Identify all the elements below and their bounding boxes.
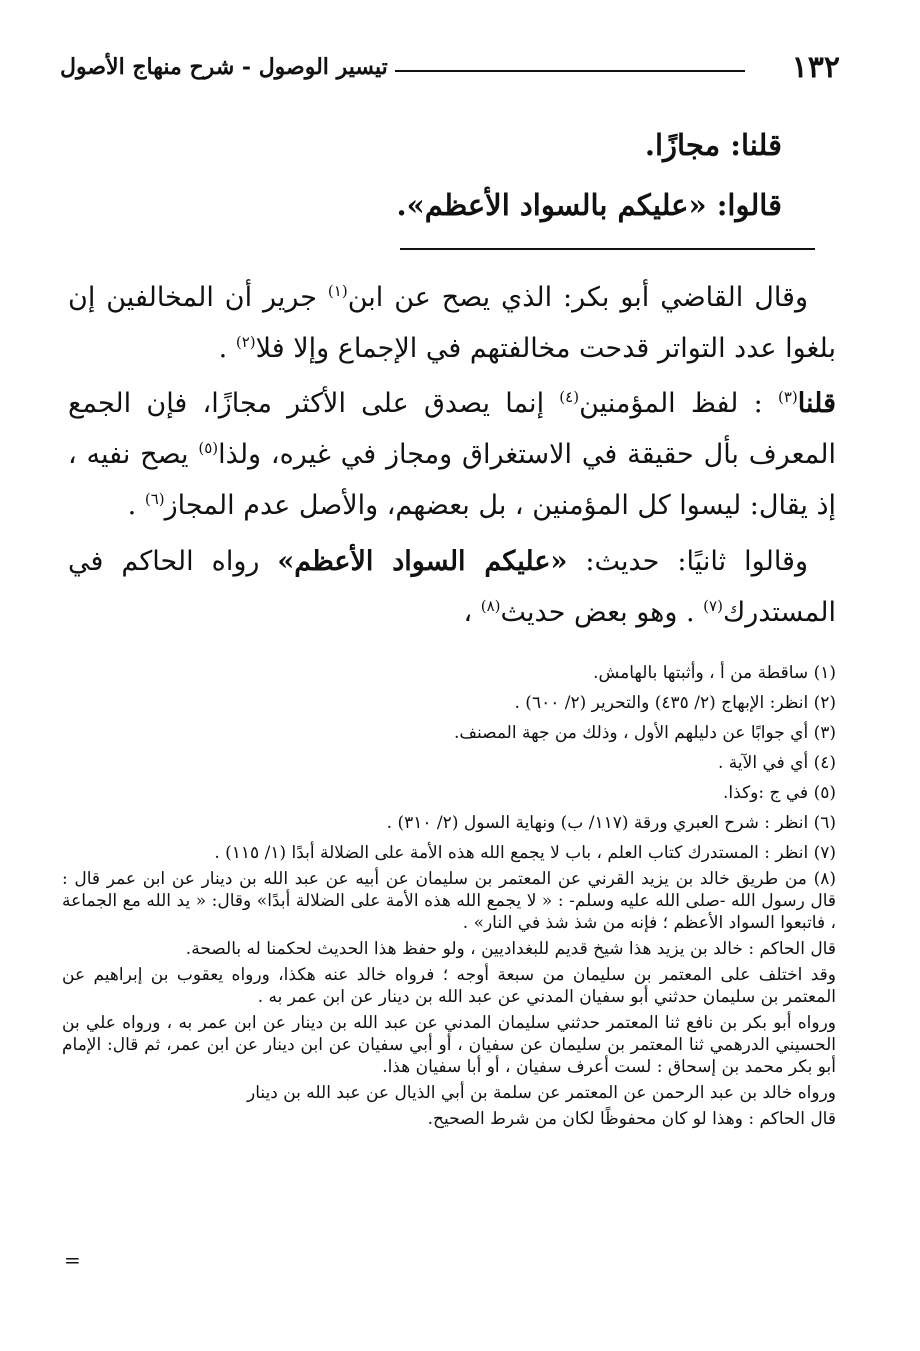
p1-text-a: وقال القاضي أبو بكر: الذي يصح عن ابن [347, 282, 808, 313]
footnote-ref-5[interactable]: (٥) [198, 439, 219, 457]
quote-line-2 [397, 188, 782, 222]
paragraph-2 [68, 378, 836, 531]
p3-text-c: . وهو بعض حديث [500, 597, 704, 628]
footnote-8-part-1: (٨) من طريق خالد بن يزيد القرني عن المعتمر بن سليمان عن أبيه عن عبد الله بن دينار عن ابن عمر قال : قال رسول الله -صلى الله عليه وسلم- : « لا يجمع الله هذه الأمة على الضلالة أبدًا» وقال: « يد الله مع الجماعة ، فاتبعوا السواد الأعظم ؛ فإنه من شذ شذ في النار» . [62, 869, 836, 933]
p2-text-a: قلنا [797, 388, 836, 419]
footnote-5: (٥) في ج :وكذا. [723, 783, 836, 803]
footnote-6: (٦) انظر : شرح العبري ورقة (١١٧/ ب) ونهاية السول (٢/ ٣١٠) . [386, 813, 836, 833]
p3-text-b: رواه الحاكم في المستدرك [68, 546, 836, 628]
footnote-8-part-4: ورواه أبو بكر بن نافع ثنا المعتمر حدثني سليمان المدني عن عبد الله بن دينار عن ابن عمر به ، ورواه علي بن الحسيني الدرهمي ثنا المعتمر بن سليمان عن سفيان ، أو أبي سفيان عن ابن دينار عن ابن عمر، ثم قال: الإمام أبو بكر محمد بن إسحاق : لست أعرف سفيان ، أو أبا سفيان هذا. [62, 1013, 836, 1077]
footnote-2: (٢) انظر: الإبهاج (٢/ ٤٣٥) والتحرير (٢/ ٦٠٠) . [514, 693, 836, 713]
header-rule [395, 70, 745, 72]
p3-text-d: ، [463, 597, 481, 628]
p2-text-c: إنما يصدق على الأكثر مجازًا، فإن الجمع المعرف بأل حقيقة في الاستغراق ومجاز في غيره، ولذا [68, 388, 837, 470]
footnote-ref-2[interactable]: (٢) [235, 333, 256, 351]
paragraph-1 [68, 272, 836, 374]
p1-text-c: . [218, 333, 236, 364]
quote-line-1 [645, 128, 782, 162]
continuation-mark: = [64, 1248, 81, 1272]
footnote-3: (٣) أي جوابًا عن دليلهم الأول ، وذلك من جهة المصنف. [453, 723, 836, 743]
hadith-quote: «عليكم السواد الأعظم» [277, 546, 568, 577]
footnote-7: (٧) انظر : المستدرك كتاب العلم ، باب لا يجمع الله هذه الأمة على الضلالة أبدًا (١/ ١١٥) . [214, 843, 836, 863]
footnote-ref-1[interactable]: (١) [327, 282, 348, 300]
footnote-8-part-2: قال الحاكم : خالد بن يزيد هذا شيخ قديم للبغداديين ، ولو حفظ هذا الحديث لحكمنا له بالصحة. [185, 939, 836, 959]
footnote-1: (١) ساقطة من أ ، وأثبتها بالهامش. [593, 663, 836, 683]
footnote-ref-6[interactable]: (٦) [144, 490, 165, 508]
footnote-4: (٤) أي في الآية . [717, 753, 836, 773]
footnote-ref-3[interactable]: (٣) [777, 388, 798, 406]
page-number: ١٣٢ [791, 50, 840, 85]
footnote-ref-7[interactable]: (٧) [703, 597, 723, 615]
footnotes-section [62, 658, 836, 1134]
footnote-ref-8[interactable]: (٨) [480, 597, 501, 615]
p2-text-b: : لفظ المؤمنين [579, 388, 778, 419]
footnote-ref-4[interactable]: (٤) [559, 388, 580, 406]
running-title: تيسير الوصول - شرح منهاج الأصول [60, 54, 388, 80]
page-header [60, 48, 840, 88]
p1-text-b: جرير أن المخالفين إن بلغوا عدد التواتر قدحت مخالفتهم في الإجماع وإلا فلا [68, 282, 836, 364]
footnote-8-part-3: وقد اختلف على المعتمر بن سليمان من سبعة أوجه ؛ فرواه خالد عنه هكذا، ورواه يعقوب بن إبراهيم عن المعتمر بن سليمان حدثني أبو سفيان المدني عن عبد الله بن دينار عن ابن عمر به . [62, 965, 836, 1007]
paragraph-3 [68, 536, 836, 638]
p2-text-e: . [127, 490, 145, 521]
footnote-8-part-5: ورواه خالد بن عبد الرحمن عن المعتمر عن سلمة بن أبي الذيال عن عبد الله بن دينار [247, 1083, 836, 1103]
p3-text-a: وقالوا ثانيًا: حديث: [567, 546, 808, 577]
quote-text-1: قلنا: مجازًا. [644, 128, 782, 162]
footnote-8-part-6: قال الحاكم : وهذا لو كان محفوظًا لكان من شرط الصحيح. [427, 1109, 836, 1129]
section-divider [400, 248, 815, 250]
p2-text-d: يصح نفيه ، إذ يقال: ليسوا كل المؤمنين ، بل بعضهم، والأصل عدم المجاز [68, 439, 836, 521]
quote-text-2: قالوا: «عليكم بالسواد الأعظم». [396, 188, 782, 222]
